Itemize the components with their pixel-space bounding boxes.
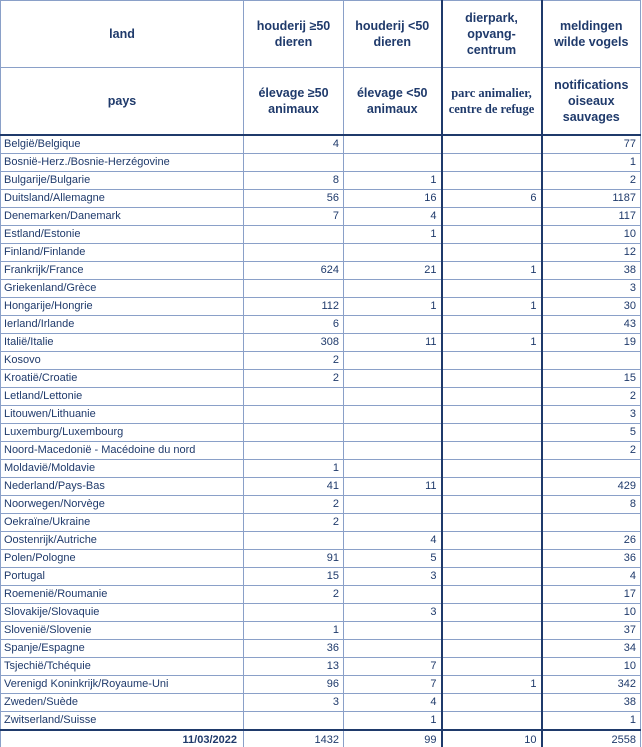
cell-dierpark bbox=[442, 496, 542, 514]
country-name: Moldavië/Moldavie bbox=[1, 460, 244, 478]
cell-houderij-50-plus: 13 bbox=[244, 658, 344, 676]
cell-houderij-under-50 bbox=[344, 514, 442, 532]
cell-dierpark bbox=[442, 658, 542, 676]
cell-wilde-vogels: 1187 bbox=[542, 190, 641, 208]
cell-houderij-under-50: 4 bbox=[344, 694, 442, 712]
country-name: Slovenië/Slovenie bbox=[1, 622, 244, 640]
country-name: Hongarije/Hongrie bbox=[1, 298, 244, 316]
cell-dierpark bbox=[442, 550, 542, 568]
table-row bbox=[1, 460, 641, 478]
cell-houderij-under-50 bbox=[344, 460, 442, 478]
cell-dierpark bbox=[442, 370, 542, 388]
cell-houderij-50-plus: 308 bbox=[244, 334, 344, 352]
header-notifications-oiseaux: notifications oiseaux sauvages bbox=[542, 68, 641, 136]
cell-houderij-50-plus: 8 bbox=[244, 172, 344, 190]
cell-wilde-vogels: 429 bbox=[542, 478, 641, 496]
country-name: Litouwen/Lithuanie bbox=[1, 406, 244, 424]
cell-houderij-50-plus bbox=[244, 532, 344, 550]
cell-wilde-vogels: 10 bbox=[542, 604, 641, 622]
table-row bbox=[1, 334, 641, 352]
country-name: Oostenrijk/Autriche bbox=[1, 532, 244, 550]
cell-wilde-vogels: 2 bbox=[542, 388, 641, 406]
country-name: Griekenland/Grèce bbox=[1, 280, 244, 298]
header-elevage-under-50: élevage <50 animaux bbox=[344, 68, 442, 136]
cell-dierpark bbox=[442, 388, 542, 406]
cell-dierpark bbox=[442, 172, 542, 190]
cell-houderij-under-50 bbox=[344, 352, 442, 370]
cell-houderij-under-50: 11 bbox=[344, 334, 442, 352]
cell-houderij-50-plus: 96 bbox=[244, 676, 344, 694]
cell-wilde-vogels: 117 bbox=[542, 208, 641, 226]
cell-houderij-50-plus: 7 bbox=[244, 208, 344, 226]
cell-wilde-vogels: 36 bbox=[542, 550, 641, 568]
cell-wilde-vogels: 1 bbox=[542, 712, 641, 731]
cell-dierpark bbox=[442, 694, 542, 712]
cell-dierpark bbox=[442, 712, 542, 731]
cell-dierpark bbox=[442, 406, 542, 424]
table-row bbox=[1, 154, 641, 172]
cell-wilde-vogels: 4 bbox=[542, 568, 641, 586]
table-row bbox=[1, 424, 641, 442]
country-name: Denemarken/Danemark bbox=[1, 208, 244, 226]
cell-dierpark bbox=[442, 135, 542, 154]
country-name: Italië/Italie bbox=[1, 334, 244, 352]
cell-houderij-50-plus: 91 bbox=[244, 550, 344, 568]
cell-houderij-50-plus bbox=[244, 442, 344, 460]
header-parc-animalier: parc animalier, centre de refuge bbox=[442, 68, 542, 136]
country-name: Oekraïne/Ukraine bbox=[1, 514, 244, 532]
cell-dierpark bbox=[442, 622, 542, 640]
table-row bbox=[1, 172, 641, 190]
table-row bbox=[1, 712, 641, 731]
cell-wilde-vogels: 2 bbox=[542, 172, 641, 190]
header-row-french bbox=[1, 68, 641, 136]
table-row bbox=[1, 622, 641, 640]
cell-houderij-50-plus: 624 bbox=[244, 262, 344, 280]
cell-houderij-under-50: 1 bbox=[344, 712, 442, 731]
table-row bbox=[1, 135, 641, 154]
cell-houderij-under-50: 7 bbox=[344, 658, 442, 676]
total-dierpark: 10 bbox=[442, 730, 542, 747]
cell-houderij-50-plus bbox=[244, 604, 344, 622]
country-name: Polen/Pologne bbox=[1, 550, 244, 568]
cell-dierpark bbox=[442, 568, 542, 586]
cell-dierpark: 6 bbox=[442, 190, 542, 208]
cell-dierpark bbox=[442, 640, 542, 658]
total-houderij-50-plus: 1432 bbox=[244, 730, 344, 747]
table-row bbox=[1, 352, 641, 370]
cell-dierpark bbox=[442, 280, 542, 298]
country-name: Noord-Macedonië - Macédoine du nord bbox=[1, 442, 244, 460]
cell-houderij-50-plus: 56 bbox=[244, 190, 344, 208]
cell-houderij-50-plus: 15 bbox=[244, 568, 344, 586]
country-name: België/Belgique bbox=[1, 135, 244, 154]
cell-houderij-under-50 bbox=[344, 406, 442, 424]
table-row bbox=[1, 262, 641, 280]
cell-houderij-50-plus bbox=[244, 244, 344, 262]
country-name: Spanje/Espagne bbox=[1, 640, 244, 658]
cell-dierpark bbox=[442, 244, 542, 262]
cell-wilde-vogels: 38 bbox=[542, 262, 641, 280]
cell-houderij-under-50 bbox=[344, 622, 442, 640]
cell-houderij-50-plus: 1 bbox=[244, 460, 344, 478]
cell-houderij-50-plus: 36 bbox=[244, 640, 344, 658]
cell-dierpark bbox=[442, 316, 542, 334]
cell-houderij-under-50: 11 bbox=[344, 478, 442, 496]
table-row bbox=[1, 568, 641, 586]
cell-houderij-under-50: 16 bbox=[344, 190, 442, 208]
cell-dierpark bbox=[442, 460, 542, 478]
cell-houderij-under-50 bbox=[344, 640, 442, 658]
cell-dierpark bbox=[442, 226, 542, 244]
header-houderij-under-50: houderij <50 dieren bbox=[344, 1, 442, 68]
table-row bbox=[1, 388, 641, 406]
cell-houderij-under-50: 3 bbox=[344, 604, 442, 622]
table-row bbox=[1, 226, 641, 244]
cell-wilde-vogels: 37 bbox=[542, 622, 641, 640]
cell-houderij-50-plus bbox=[244, 226, 344, 244]
country-name: Finland/Finlande bbox=[1, 244, 244, 262]
table-row bbox=[1, 406, 641, 424]
table-row bbox=[1, 190, 641, 208]
table-row bbox=[1, 298, 641, 316]
cell-houderij-under-50: 4 bbox=[344, 532, 442, 550]
country-name: Bulgarije/Bulgarie bbox=[1, 172, 244, 190]
header-meldingen-wilde-vogels: meldingen wilde vogels bbox=[542, 1, 641, 68]
cell-houderij-under-50 bbox=[344, 154, 442, 172]
country-name: Letland/Lettonie bbox=[1, 388, 244, 406]
report-date: 11/03/2022 bbox=[1, 730, 244, 747]
cell-houderij-50-plus: 2 bbox=[244, 370, 344, 388]
cell-houderij-50-plus bbox=[244, 280, 344, 298]
cell-houderij-under-50 bbox=[344, 280, 442, 298]
country-name: Ierland/Irlande bbox=[1, 316, 244, 334]
header-elevage-50-plus: élevage ≥50 animaux bbox=[244, 68, 344, 136]
country-name: Roemenië/Roumanie bbox=[1, 586, 244, 604]
country-name: Kosovo bbox=[1, 352, 244, 370]
table-row bbox=[1, 316, 641, 334]
cell-wilde-vogels: 30 bbox=[542, 298, 641, 316]
country-name: Duitsland/Allemagne bbox=[1, 190, 244, 208]
table-row bbox=[1, 604, 641, 622]
header-houderij-50-plus: houderij ≥50 dieren bbox=[244, 1, 344, 68]
country-name: Zweden/Suède bbox=[1, 694, 244, 712]
cell-houderij-under-50: 5 bbox=[344, 550, 442, 568]
cell-wilde-vogels: 15 bbox=[542, 370, 641, 388]
cell-houderij-under-50: 1 bbox=[344, 298, 442, 316]
table-row bbox=[1, 478, 641, 496]
country-name: Zwitserland/Suisse bbox=[1, 712, 244, 731]
table-row bbox=[1, 640, 641, 658]
country-name: Portugal bbox=[1, 568, 244, 586]
cell-houderij-50-plus: 2 bbox=[244, 496, 344, 514]
table-row bbox=[1, 658, 641, 676]
cell-dierpark: 1 bbox=[442, 262, 542, 280]
table-row bbox=[1, 244, 641, 262]
total-wilde-vogels: 2558 bbox=[542, 730, 641, 747]
cell-dierpark bbox=[442, 442, 542, 460]
cell-dierpark bbox=[442, 478, 542, 496]
cell-wilde-vogels: 77 bbox=[542, 135, 641, 154]
table-row bbox=[1, 208, 641, 226]
cell-dierpark bbox=[442, 154, 542, 172]
table-row bbox=[1, 694, 641, 712]
cell-houderij-50-plus: 2 bbox=[244, 586, 344, 604]
cell-houderij-under-50: 1 bbox=[344, 226, 442, 244]
cell-wilde-vogels: 17 bbox=[542, 586, 641, 604]
country-name: Estland/Estonie bbox=[1, 226, 244, 244]
table-row bbox=[1, 442, 641, 460]
cell-houderij-50-plus: 3 bbox=[244, 694, 344, 712]
cell-houderij-under-50 bbox=[344, 135, 442, 154]
cell-wilde-vogels: 2 bbox=[542, 442, 641, 460]
header-dierpark: dierpark, opvang-centrum bbox=[442, 1, 542, 68]
cell-houderij-under-50: 4 bbox=[344, 208, 442, 226]
cell-houderij-50-plus: 112 bbox=[244, 298, 344, 316]
table-row bbox=[1, 532, 641, 550]
cell-houderij-50-plus: 1 bbox=[244, 622, 344, 640]
cell-wilde-vogels: 43 bbox=[542, 316, 641, 334]
cell-houderij-under-50 bbox=[344, 424, 442, 442]
cell-dierpark bbox=[442, 586, 542, 604]
cell-wilde-vogels: 12 bbox=[542, 244, 641, 262]
country-name: Luxemburg/Luxembourg bbox=[1, 424, 244, 442]
country-name: Frankrijk/France bbox=[1, 262, 244, 280]
total-houderij-under-50: 99 bbox=[344, 730, 442, 747]
cell-wilde-vogels: 34 bbox=[542, 640, 641, 658]
country-name: Kroatië/Croatie bbox=[1, 370, 244, 388]
cell-wilde-vogels bbox=[542, 352, 641, 370]
cell-wilde-vogels: 8 bbox=[542, 496, 641, 514]
cell-dierpark bbox=[442, 208, 542, 226]
cell-dierpark: 1 bbox=[442, 298, 542, 316]
cell-houderij-50-plus: 4 bbox=[244, 135, 344, 154]
country-name: Noorwegen/Norvège bbox=[1, 496, 244, 514]
cell-wilde-vogels: 10 bbox=[542, 226, 641, 244]
cell-houderij-50-plus: 2 bbox=[244, 352, 344, 370]
cell-houderij-50-plus bbox=[244, 424, 344, 442]
cell-houderij-under-50 bbox=[344, 586, 442, 604]
cell-houderij-under-50 bbox=[344, 316, 442, 334]
country-name: Verenigd Koninkrijk/Royaume-Uni bbox=[1, 676, 244, 694]
cell-houderij-50-plus bbox=[244, 712, 344, 731]
country-name: Tsjechië/Tchéquie bbox=[1, 658, 244, 676]
header-pays: pays bbox=[1, 68, 244, 136]
cell-wilde-vogels: 26 bbox=[542, 532, 641, 550]
table-row bbox=[1, 280, 641, 298]
table-row bbox=[1, 550, 641, 568]
cell-wilde-vogels bbox=[542, 514, 641, 532]
cell-houderij-under-50 bbox=[344, 496, 442, 514]
cell-wilde-vogels bbox=[542, 460, 641, 478]
table-row bbox=[1, 586, 641, 604]
cell-houderij-50-plus: 6 bbox=[244, 316, 344, 334]
header-land: land bbox=[1, 1, 244, 68]
cell-houderij-under-50: 1 bbox=[344, 172, 442, 190]
table-row bbox=[1, 496, 641, 514]
table-row bbox=[1, 514, 641, 532]
cell-dierpark bbox=[442, 352, 542, 370]
table-row bbox=[1, 370, 641, 388]
cell-houderij-under-50: 3 bbox=[344, 568, 442, 586]
table-row bbox=[1, 676, 641, 694]
cell-houderij-under-50 bbox=[344, 442, 442, 460]
cell-dierpark bbox=[442, 514, 542, 532]
cell-houderij-50-plus bbox=[244, 406, 344, 424]
cell-wilde-vogels: 1 bbox=[542, 154, 641, 172]
cell-houderij-under-50: 7 bbox=[344, 676, 442, 694]
cell-houderij-under-50 bbox=[344, 388, 442, 406]
cell-houderij-50-plus bbox=[244, 154, 344, 172]
cell-dierpark bbox=[442, 424, 542, 442]
cell-houderij-under-50 bbox=[344, 244, 442, 262]
cell-houderij-50-plus bbox=[244, 388, 344, 406]
cell-houderij-50-plus: 41 bbox=[244, 478, 344, 496]
cell-dierpark bbox=[442, 604, 542, 622]
cell-houderij-under-50 bbox=[344, 370, 442, 388]
country-name: Nederland/Pays-Bas bbox=[1, 478, 244, 496]
cell-wilde-vogels: 38 bbox=[542, 694, 641, 712]
cell-dierpark bbox=[442, 532, 542, 550]
table-body bbox=[1, 135, 641, 730]
cell-houderij-50-plus: 2 bbox=[244, 514, 344, 532]
cell-wilde-vogels: 342 bbox=[542, 676, 641, 694]
cell-wilde-vogels: 3 bbox=[542, 406, 641, 424]
cell-dierpark: 1 bbox=[442, 676, 542, 694]
country-name: Slovakije/Slovaquie bbox=[1, 604, 244, 622]
totals-row bbox=[1, 730, 641, 747]
cell-wilde-vogels: 5 bbox=[542, 424, 641, 442]
cell-wilde-vogels: 19 bbox=[542, 334, 641, 352]
cell-wilde-vogels: 3 bbox=[542, 280, 641, 298]
cell-wilde-vogels: 10 bbox=[542, 658, 641, 676]
cell-dierpark: 1 bbox=[442, 334, 542, 352]
country-name: Bosnië-Herz./Bosnie-Herzégovine bbox=[1, 154, 244, 172]
header-row-dutch bbox=[1, 1, 641, 68]
cell-houderij-under-50: 21 bbox=[344, 262, 442, 280]
